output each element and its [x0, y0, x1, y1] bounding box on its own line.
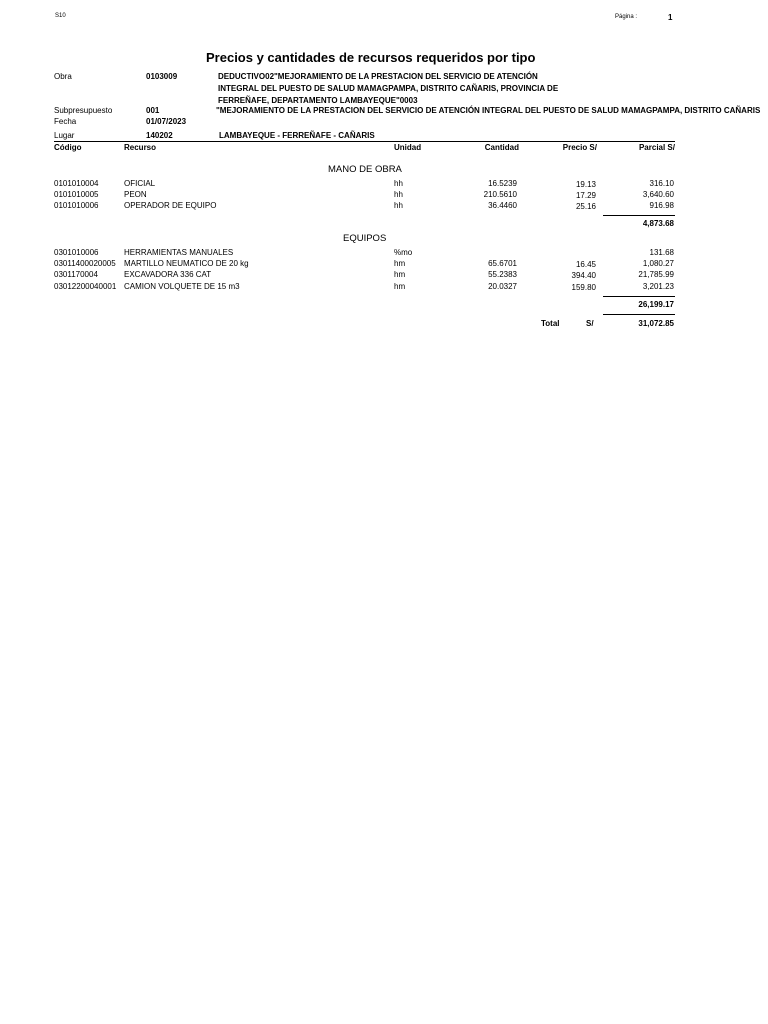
row-unidad: hm — [394, 282, 406, 291]
row-parcial: 3,640.60 — [642, 190, 674, 199]
row-unidad: hm — [394, 259, 406, 268]
row-recurso: OFICIAL — [124, 179, 156, 188]
col-recurso: Recurso — [124, 143, 157, 152]
row-recurso: MARTILLO NEUMATICO DE 20 kg — [124, 259, 249, 268]
obra-desc-line-1: DEDUCTIVO02"MEJORAMIENTO DE LA PRESTACION DEL SERVICIO DE ATENCIÓN — [218, 72, 538, 81]
header-top-rule — [54, 141, 675, 142]
col-parcial: Parcial S/ — [638, 143, 675, 152]
row-precio: 25.16 — [575, 202, 596, 211]
row-unidad: %mo — [394, 248, 413, 257]
col-unidad: Unidad — [394, 143, 422, 152]
lugar-code: 140202 — [146, 131, 173, 140]
document-title: Precios y cantidades de recursos requeridos por tipo — [206, 50, 536, 65]
obra-code: 0103009 — [146, 72, 178, 81]
lugar-label: Lugar — [54, 131, 75, 140]
row-parcial: 131.68 — [649, 248, 674, 257]
row-cantidad: 16.5239 — [488, 179, 517, 188]
row-recurso: CAMION VOLQUETE DE 15 m3 — [124, 282, 240, 291]
system-label: S10 — [55, 13, 66, 19]
col-cantidad: Cantidad — [484, 143, 519, 152]
row-cantidad: 20.0327 — [488, 282, 517, 291]
row-precio: 159.80 — [571, 283, 596, 292]
row-codigo: 03012200040001 — [54, 282, 117, 291]
row-precio: 19.13 — [575, 180, 596, 189]
subtotal-mano-de-obra: 4,873.68 — [642, 219, 674, 228]
total-rule — [603, 314, 675, 315]
fecha-label: Fecha — [54, 117, 77, 126]
row-unidad: hh — [394, 201, 403, 210]
row-parcial: 316.10 — [649, 179, 674, 188]
obra-desc-line-2: INTEGRAL DEL PUESTO DE SALUD MAMAGPAMPA, DISTRITO CAÑARIS, PROVINCIA DE — [218, 84, 559, 93]
row-unidad: hm — [394, 270, 406, 279]
subpresupuesto-label: Subpresupuesto — [54, 106, 113, 115]
row-codigo: 0301010006 — [54, 248, 99, 257]
total-value: 31,072.85 — [638, 319, 674, 328]
row-precio: 17.29 — [575, 191, 596, 200]
row-codigo: 0101010005 — [54, 190, 99, 199]
row-codigo: 0101010006 — [54, 201, 99, 210]
row-precio: 394.40 — [571, 271, 596, 280]
subtotal-rule — [603, 215, 675, 216]
row-cantidad: 55.2383 — [488, 270, 517, 279]
row-cantidad: 210.5610 — [483, 190, 517, 199]
total-label: Total — [541, 319, 560, 328]
subpresupuesto-code: 001 — [146, 106, 160, 115]
fecha-value: 01/07/2023 — [146, 117, 187, 126]
row-cantidad: 36.4460 — [488, 201, 517, 210]
subpresupuesto-desc: "MEJORAMIENTO DE LA PRESTACION DEL SERVICIO DE ATENCIÓN INTEGRAL DEL PUESTO DE SALUD MAMAGPAMPA, DISTRITO CAÑARIS — [216, 106, 761, 115]
row-recurso: PEON — [124, 190, 147, 199]
subtotal-equipos: 26,199.17 — [638, 300, 674, 309]
page-number: 1 — [668, 13, 673, 22]
row-unidad: hh — [394, 179, 403, 188]
row-cantidad: 65.6701 — [488, 259, 517, 268]
row-recurso: OPERADOR DE EQUIPO — [124, 201, 217, 210]
col-codigo: Código — [54, 143, 82, 152]
row-parcial: 1,080.27 — [642, 259, 674, 268]
page-label: Página : — [615, 14, 638, 20]
row-unidad: hh — [394, 190, 403, 199]
total-currency: S/ — [586, 319, 594, 328]
row-parcial: 916.98 — [649, 201, 674, 210]
section-title-mano-de-obra: MANO DE OBRA — [328, 164, 402, 175]
row-precio: 16.45 — [575, 260, 596, 269]
row-recurso: HERRAMIENTAS MANUALES — [124, 248, 234, 257]
row-recurso: EXCAVADORA 336 CAT — [124, 270, 212, 279]
col-precio: Precio S/ — [562, 143, 597, 152]
row-parcial: 21,785.99 — [638, 270, 674, 279]
row-parcial: 3,201.23 — [642, 282, 674, 291]
row-codigo: 03011400020005 — [54, 259, 116, 268]
obra-desc-line-3: FERREÑAFE, DEPARTAMENTO LAMBAYEQUE"0003 — [218, 96, 418, 105]
lugar-desc: LAMBAYEQUE - FERREÑAFE - CAÑARIS — [219, 131, 375, 140]
subtotal-rule — [603, 296, 675, 297]
row-codigo: 0101010004 — [54, 179, 99, 188]
obra-label: Obra — [54, 72, 72, 81]
section-title-equipos: EQUIPOS — [343, 233, 387, 244]
row-codigo: 0301170004 — [54, 270, 98, 279]
